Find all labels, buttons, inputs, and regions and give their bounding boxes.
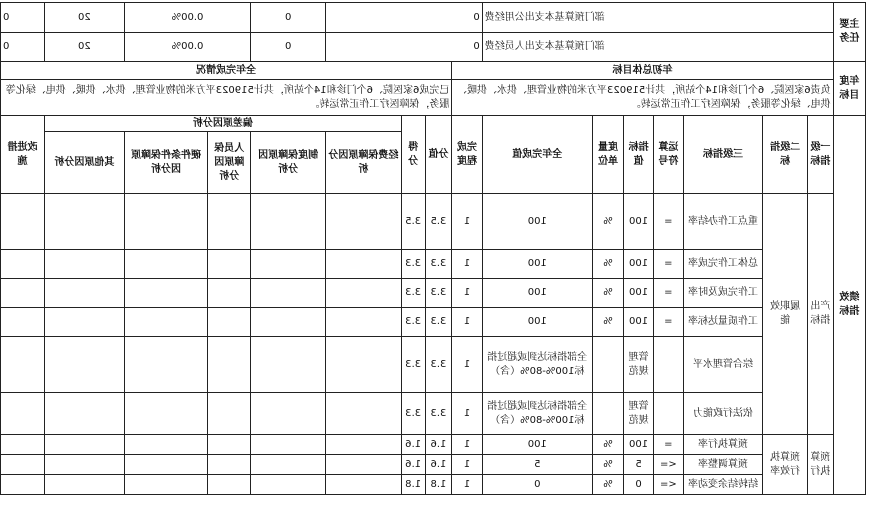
metric-actual: 全部指标达到或超过指标100%-80%（含） bbox=[482, 393, 592, 435]
metric-op: = bbox=[653, 250, 683, 279]
metric-op bbox=[653, 393, 683, 435]
metric-weight: 3.3 bbox=[425, 279, 452, 308]
metric-weight: 3.5 bbox=[425, 194, 452, 250]
metric-actual: 100 bbox=[482, 194, 592, 250]
overall-target-text: 负责6家医院、6个门诊和14个站所，共计519023平方米的物业管理、供水、供暖、供电、绿化等服务，保障医疗工作正常运转。 bbox=[452, 80, 833, 116]
metric-op: = bbox=[653, 435, 683, 455]
header-weight: 分值 bbox=[425, 116, 452, 194]
metric-score: 3.3 bbox=[401, 279, 425, 308]
task-row bbox=[1, 33, 866, 62]
metric-unit: % bbox=[592, 455, 623, 475]
header-score: 得分 bbox=[401, 116, 425, 194]
goal-text-row bbox=[1, 80, 866, 116]
level2-exec: 预算执行效率 bbox=[763, 435, 808, 495]
header-analysis-group: 偏差原因分析 bbox=[45, 116, 402, 132]
metric-unit: % bbox=[592, 435, 623, 455]
metric-name: 总体工作完成率 bbox=[683, 250, 763, 279]
metric-unit: % bbox=[592, 250, 623, 279]
perf-section-label: 绩效指标 bbox=[833, 116, 865, 495]
metric-score: 1.8 bbox=[401, 475, 425, 495]
level1-outcome: 产出指标 bbox=[808, 194, 834, 435]
header-actual: 全年完成值 bbox=[482, 116, 592, 194]
completion-header: 全年完成情况 bbox=[1, 62, 452, 80]
metric-target: 100 bbox=[624, 250, 654, 279]
metric-weight: 3.3 bbox=[425, 250, 452, 279]
metric-row bbox=[1, 337, 866, 393]
header-analysis-system: 制度保障原因分析 bbox=[251, 132, 326, 194]
metric-weight: 1.8 bbox=[425, 475, 452, 495]
metric-rate: 1 bbox=[452, 393, 482, 435]
metric-rate: 1 bbox=[452, 455, 482, 475]
task-name: 部门预算基本支出人员经费 bbox=[482, 33, 833, 62]
metric-row bbox=[1, 308, 866, 337]
perf-header-row bbox=[1, 116, 866, 132]
metric-rate: 1 bbox=[452, 308, 482, 337]
header-level1: 一级指标 bbox=[808, 116, 834, 194]
metric-weight: 1.6 bbox=[425, 435, 452, 455]
metric-row bbox=[1, 194, 866, 250]
metric-name: 工作完成及时率 bbox=[683, 279, 763, 308]
metric-unit bbox=[592, 337, 623, 393]
metric-actual: 100 bbox=[482, 250, 592, 279]
completion-text: 已完成6家医院、6个门诊和14个站所，共计519023平方米的物业管理、供水、供暖、供电、绿化等服务，保障医疗工作正常运转。 bbox=[1, 80, 452, 116]
metric-rate: 1 bbox=[452, 475, 482, 495]
metric-score: 3.3 bbox=[401, 337, 425, 393]
metric-name: 综合管理水平 bbox=[683, 337, 763, 393]
metric-row bbox=[1, 435, 866, 455]
header-level2: 二级指标 bbox=[763, 116, 808, 194]
level1-budget: 预算执行 bbox=[808, 435, 834, 495]
task-value: 0.00% bbox=[124, 33, 251, 62]
metric-op: = bbox=[653, 194, 683, 250]
metric-score: 3.3 bbox=[401, 250, 425, 279]
metric-op bbox=[653, 337, 683, 393]
metric-name: 预算调整率 bbox=[683, 455, 763, 475]
metric-name: 依法行政能力 bbox=[683, 393, 763, 435]
metric-target: 管理规范 bbox=[624, 393, 654, 435]
metric-weight: 1.6 bbox=[425, 455, 452, 475]
metric-unit bbox=[592, 393, 623, 435]
metric-rate: 1 bbox=[452, 435, 482, 455]
metric-actual: 100 bbox=[482, 308, 592, 337]
metric-actual: 5 bbox=[482, 455, 592, 475]
metric-target: 5 bbox=[624, 455, 654, 475]
metric-op: <= bbox=[653, 455, 683, 475]
metric-op: = bbox=[653, 279, 683, 308]
metric-score: 1.6 bbox=[401, 435, 425, 455]
level2-output: 履职效能 bbox=[763, 194, 808, 435]
header-unit: 度量单位 bbox=[592, 116, 623, 194]
header-rate: 完成程度 bbox=[452, 116, 482, 194]
header-analysis-funding: 经费保障原因分析 bbox=[326, 132, 402, 194]
goals-section-label: 年度目标 bbox=[833, 62, 865, 116]
metric-score: 1.6 bbox=[401, 455, 425, 475]
metric-row bbox=[1, 455, 866, 475]
task-value: 0 bbox=[326, 33, 483, 62]
metric-op: = bbox=[653, 308, 683, 337]
header-analysis-other: 其他原因分析 bbox=[45, 132, 125, 194]
metric-rate: 1 bbox=[452, 337, 482, 393]
metric-name: 工作质量达标率 bbox=[683, 308, 763, 337]
task-value: 0 bbox=[1, 33, 45, 62]
overall-target-header: 年初总体目标 bbox=[452, 62, 833, 80]
metric-target: 0 bbox=[624, 475, 654, 495]
task-name: 部门预算基本支出公用经费 bbox=[482, 3, 833, 33]
metric-actual: 100 bbox=[482, 435, 592, 455]
metric-rate: 1 bbox=[452, 194, 482, 250]
metric-actual: 0 bbox=[482, 475, 592, 495]
metric-target: 100 bbox=[624, 279, 654, 308]
task-value: 0.00% bbox=[124, 3, 251, 33]
metric-weight: 3.3 bbox=[425, 337, 452, 393]
metric-target: 100 bbox=[624, 435, 654, 455]
metric-target: 100 bbox=[624, 194, 654, 250]
metric-score: 3.5 bbox=[401, 194, 425, 250]
task-value: 20 bbox=[45, 33, 125, 62]
metric-row bbox=[1, 279, 866, 308]
metric-target: 管理规范 bbox=[624, 337, 654, 393]
header-operator: 运算符号 bbox=[653, 116, 683, 194]
metric-op: <= bbox=[653, 475, 683, 495]
task-value: 20 bbox=[45, 3, 125, 33]
task-value: 0 bbox=[1, 3, 45, 33]
header-level3: 三级指标 bbox=[683, 116, 763, 194]
header-analysis-staff: 人员保障原因分析 bbox=[208, 132, 251, 194]
metric-unit: % bbox=[592, 279, 623, 308]
metric-score: 3.3 bbox=[401, 393, 425, 435]
performance-table bbox=[0, 2, 866, 495]
tasks-section-label: 主要任务 bbox=[833, 3, 865, 62]
metric-weight: 3.3 bbox=[425, 393, 452, 435]
task-value: 0 bbox=[251, 33, 326, 62]
metric-unit: % bbox=[592, 308, 623, 337]
goal-header-row bbox=[1, 62, 866, 80]
task-value: 0 bbox=[251, 3, 326, 33]
header-target: 指标值 bbox=[624, 116, 654, 194]
metric-weight: 3.3 bbox=[425, 308, 452, 337]
metric-name: 结转结余变动率 bbox=[683, 475, 763, 495]
header-analysis-hardware: 硬件条件保障原因分析 bbox=[124, 132, 208, 194]
metric-target: 100 bbox=[624, 308, 654, 337]
metric-actual: 全部指标达到或超过指标100%-80%（含） bbox=[482, 337, 592, 393]
metric-row bbox=[1, 393, 866, 435]
metric-score: 3.3 bbox=[401, 308, 425, 337]
metric-actual: 100 bbox=[482, 279, 592, 308]
header-improve: 改进措施 bbox=[1, 116, 45, 194]
metric-unit: % bbox=[592, 475, 623, 495]
metric-rate: 1 bbox=[452, 250, 482, 279]
task-row bbox=[1, 3, 866, 33]
metric-name: 预算执行率 bbox=[683, 435, 763, 455]
metric-rate: 1 bbox=[452, 279, 482, 308]
metric-name: 重点工作办结率 bbox=[683, 194, 763, 250]
metric-row bbox=[1, 475, 866, 495]
metric-row bbox=[1, 250, 866, 279]
task-value: 0 bbox=[326, 3, 483, 33]
metric-unit: % bbox=[592, 194, 623, 250]
